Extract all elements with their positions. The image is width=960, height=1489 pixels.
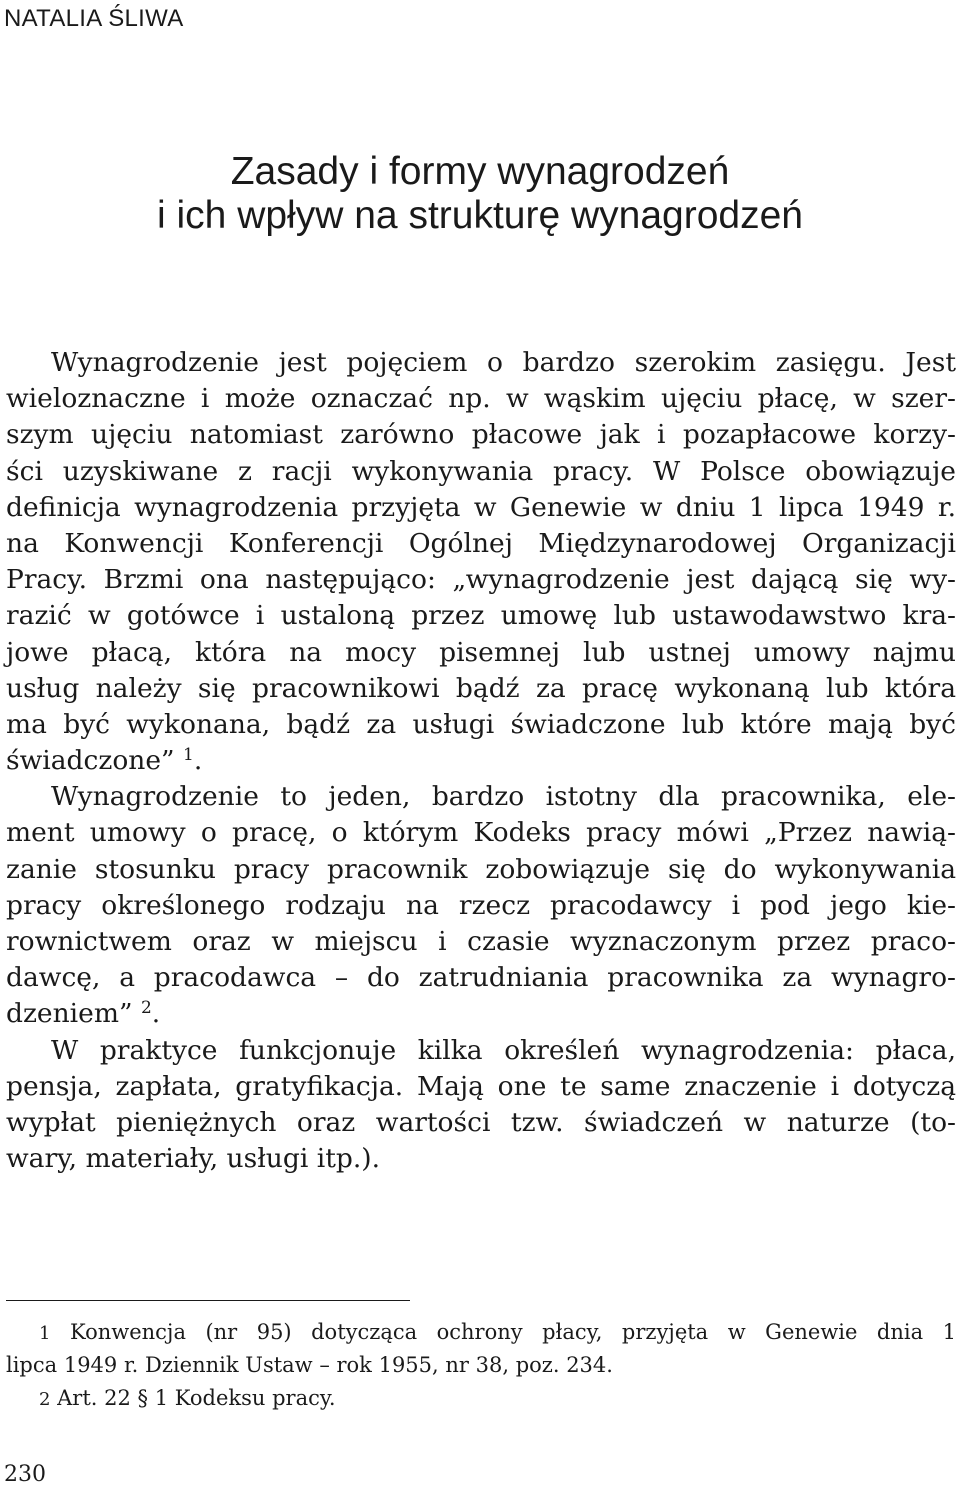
footnote-ref-2[interactable]: 2 [140, 998, 152, 1019]
paragraph-2-line: zanie stosunku pracy pracownik zobowiązuje się do wykonywania [6, 853, 956, 885]
paragraph-2-last-line [6, 996, 956, 1032]
footnote-divider [6, 1300, 410, 1301]
chapter-title [0, 150, 960, 238]
paragraph-3-line: wary, materiały, usługi itp.). [6, 1143, 381, 1175]
footnotes [6, 1316, 956, 1415]
paragraph-3-line: wypłat pieniężnych oraz wartości tzw. świadczeń w naturze (to- [6, 1106, 956, 1138]
footnote-1-text: Konwencja (nr 95) dotycząca ochrony płacy, przyjęta w Genewie dnia 1 [69, 1320, 956, 1344]
paragraph-1-line: usług należy się pracownikowi bądź za pracę wykonaną lub która [6, 672, 956, 704]
paragraph-1-last-line [6, 743, 956, 779]
paragraph-2-line: pracy określonego rodzaju na rzecz pracodawcy i pod jego kie- [6, 889, 956, 921]
chapter-title-line-1: Zasady i formy wynagrodzeń [230, 150, 730, 193]
paragraph-1-line: ma być wykonana, bądź za usługi świadczone lub które mają być [6, 708, 956, 740]
running-header-author: NATALIA ŚLIWA [4, 5, 184, 32]
paragraph-1-line: na Konwencji Konferencji Ogólnej Międzynarodowej Organizacji [6, 527, 956, 559]
footnote-ref-1[interactable]: 1 [183, 745, 194, 766]
paragraph-1-line: wieloznaczne i może oznaczać np. w wąskim ujęciu płacę, w szer- [6, 383, 956, 415]
paragraph-2-line: rownictwem oraz w miejscu i czasie wyznaczonym przez praco- [6, 926, 956, 957]
paragraph-1-period: . [193, 745, 203, 777]
paragraph-1-line: jowe płacą, która na mocy pisemnej lub ustnej umowy najmu [6, 636, 956, 668]
paragraph-1-line: Pracy. Brzmi ona następująco: „wynagrodzenie jest dającą się wy- [6, 564, 956, 596]
paragraph-3-line: W praktyce funkcjonuje kilka określeń wynagrodzenia: płaca, [51, 1034, 956, 1066]
paragraph-1-last-text: świadczone” [6, 745, 175, 777]
paragraph-2-line: dawcę, a pracodawca – do zatrudniania pracownika za wynagro- [6, 962, 956, 994]
footnote-1-line-2: lipca 1949 r. Dziennik Ustaw – rok 1955, nr 38, poz. 234. [6, 1353, 613, 1377]
paragraph-3-line: pensja, zapłata, gratyfikacja. Mają one te same znaczenie i dotyczą [6, 1070, 956, 1102]
paragraph-1-line: szym ujęciu natomiast zarówno płacowe jak i pozapłacowe korzy- [6, 419, 956, 451]
page-number: 230 [4, 1462, 46, 1487]
paragraph-1-line: Wynagrodzenie jest pojęciem o bardzo szerokim zasięgu. Jest [51, 347, 956, 378]
footnote-2-text: Art. 22 § 1 Kodeksu pracy. [57, 1386, 336, 1410]
paragraph-2-period: . [151, 998, 161, 1030]
paragraph-1-line: definicja wynagrodzenia przyjęta w Genewie w dniu 1 lipca 1949 r. [6, 491, 956, 523]
paragraph-1-line: ści uzyskiwane z racji wykonywania pracy. W Polsce obowiązuje [6, 455, 956, 487]
paragraph-1-line: razić w gotówce i ustaloną przez umowę lub ustawodawstwo kra- [6, 600, 956, 632]
paragraph-2-line: ment umowy o pracę, o którym Kodeks pracy mówi „Przez nawią- [6, 817, 956, 849]
paragraph-2-line: Wynagrodzenie to jeden, bardzo istotny dla pracownika, ele- [51, 781, 956, 813]
footnote-2-number: 2 [39, 1389, 51, 1410]
footnote-2 [6, 1382, 956, 1415]
chapter-title-line-2: i ich wpływ na strukturę wynagrodzeń [157, 194, 803, 237]
body-text [6, 345, 956, 1177]
footnote-1-line-1 [6, 1316, 956, 1349]
footnote-1-number: 1 [39, 1323, 51, 1344]
paragraph-2-last-text: dzeniem” [6, 998, 133, 1030]
